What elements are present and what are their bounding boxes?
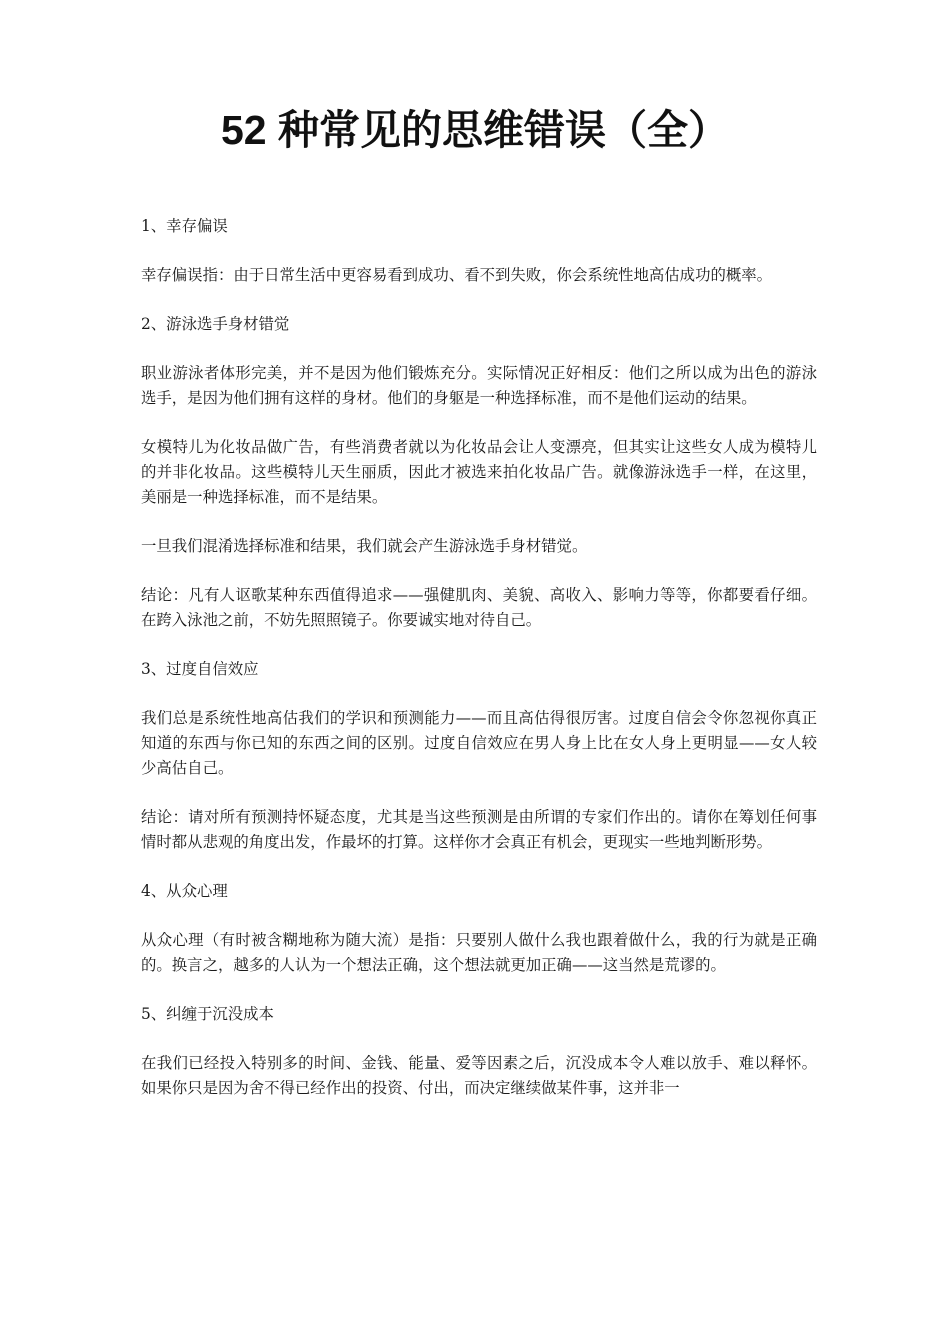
paragraph: 幸存偏误指：由于日常生活中更容易看到成功、看不到失败，你会系统性地高估成功的概率。 — [141, 266, 773, 284]
paragraph: 从众心理（有时被含糊地称为随大流）是指：只要别人做什么我也跟着做什么，我的行为就是正确的。换言之，越多的人认为一个想法正确，这个想法就更加正确——这当然是荒谬的。 — [141, 931, 817, 974]
paragraph: 在我们已经投入特别多的时间、金钱、能量、爱等因素之后，沉没成本令人难以放手、难以释怀。如果你只是因为舍不得已经作出的投资、付出，而决定继续做某件事，这并非一 — [141, 1054, 817, 1097]
section-heading: 1、幸存偏误 — [141, 217, 228, 235]
paragraph: 职业游泳者体形完美，并不是因为他们锻炼充分。实际情况正好相反：他们之所以成为出色的游泳选手，是因为他们拥有这样的身材。他们的身躯是一种选择标准，而不是他们运动的结果。 — [141, 364, 817, 407]
document-title: 52 种常见的思维错误（全） — [221, 107, 729, 153]
paragraph: 一旦我们混淆选择标准和结果，我们就会产生游泳选手身材错觉。 — [141, 537, 588, 555]
section-heading: 2、游泳选手身材错觉 — [141, 315, 290, 333]
paragraph: 结论：请对所有预测持怀疑态度，尤其是当这些预测是由所谓的专家们作出的。请你在筹划任何事情时都从悲观的角度出发，作最坏的打算。这样你才会真正有机会，更现实一些地判断形势。 — [141, 808, 817, 851]
paragraph: 结论：凡有人讴歌某种东西值得追求——强健肌肉、美貌、高收入、影响力等等，你都要看仔细。在跨入泳池之前，不妨先照照镜子。你要诚实地对待自己。 — [141, 586, 817, 629]
paragraph: 我们总是系统性地高估我们的学识和预测能力——而且高估得很厉害。过度自信会令你忽视你真正知道的东西与你已知的东西之间的区别。过度自信效应在男人身上比在女人身上更明显——女人较少高估自己。 — [141, 709, 817, 777]
paragraph: 女模特儿为化妆品做广告，有些消费者就以为化妆品会让人变漂亮，但其实让这些女人成为模特儿的并非化妆品。这些模特儿天生丽质，因此才被选来拍化妆品广告。就像游泳选手一样，在这里，美丽是一种选择标准，而不是结果。 — [141, 438, 817, 506]
section-heading: 3、过度自信效应 — [141, 660, 259, 678]
section-heading: 4、从众心理 — [141, 882, 228, 900]
section-heading: 5、纠缠于沉没成本 — [141, 1005, 274, 1023]
document-body — [141, 214, 817, 1125]
